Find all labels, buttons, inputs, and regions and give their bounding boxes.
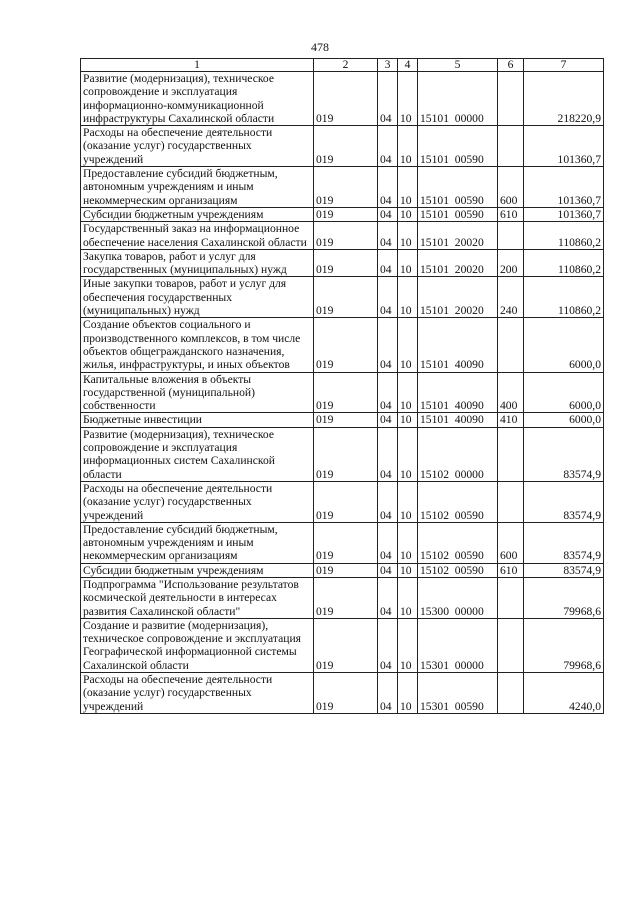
subsection-code-cell: 10 [398, 318, 418, 372]
subsection-code-cell: 10 [398, 481, 418, 522]
section-code-cell: 04 [378, 673, 398, 714]
table-row [81, 277, 604, 318]
column-header-3: 3 [378, 59, 398, 72]
subsection-code-cell: 10 [398, 618, 418, 672]
table-row [81, 577, 604, 618]
ministry-code-cell: 019 [314, 277, 378, 318]
row-name-cell: Расходы на обеспечение деятельности (оказание услуг) государственных учреждений [81, 126, 314, 167]
expense-type-cell [498, 577, 524, 618]
table-row [81, 126, 604, 167]
row-name-cell: Развитие (модернизация), техническое сопровождение и эксплуатация информационно-коммуникационной инфраструктуры Сахалинской области [81, 72, 314, 126]
table-row [81, 372, 604, 413]
target-article-cell: 15301 00590 [418, 673, 498, 714]
subsection-code-cell: 10 [398, 277, 418, 318]
ministry-code-cell: 019 [314, 249, 378, 277]
target-article-cell: 15102 00000 [418, 427, 498, 481]
expense-type-cell [498, 618, 524, 672]
amount-cell: 6000,0 [524, 413, 604, 427]
subsection-code-cell: 10 [398, 167, 418, 208]
ministry-code-cell: 019 [314, 318, 378, 372]
column-header-2: 2 [314, 59, 378, 72]
section-code-cell: 04 [378, 522, 398, 563]
amount-cell: 83574,9 [524, 522, 604, 563]
expense-type-cell: 610 [498, 563, 524, 577]
table-row [81, 563, 604, 577]
expense-type-cell: 610 [498, 207, 524, 221]
target-article-cell: 15102 00590 [418, 563, 498, 577]
row-name-cell: Создание и развитие (модернизация), техническое сопровождение и эксплуатация Географической информационной системы Сахалинской области [81, 618, 314, 672]
column-header-6: 6 [498, 59, 524, 72]
ministry-code-cell: 019 [314, 673, 378, 714]
ministry-code-cell: 019 [314, 522, 378, 563]
section-code-cell: 04 [378, 72, 398, 126]
section-code-cell: 04 [378, 413, 398, 427]
target-article-cell: 15300 00000 [418, 577, 498, 618]
row-name-cell: Субсидии бюджетным учреждениям [81, 207, 314, 221]
subsection-code-cell: 10 [398, 577, 418, 618]
section-code-cell: 04 [378, 207, 398, 221]
subsection-code-cell: 10 [398, 126, 418, 167]
row-name-cell: Расходы на обеспечение деятельности (оказание услуг) государственных учреждений [81, 673, 314, 714]
row-name-cell: Создание объектов социального и производственного комплексов, в том числе объектов общегражданского назначения, жилья, инфраструктуры, и иных объектов [81, 318, 314, 372]
subsection-code-cell: 10 [398, 563, 418, 577]
amount-cell: 6000,0 [524, 372, 604, 413]
row-name-cell: Закупка товаров, работ и услуг для государственных (муниципальных) нужд [81, 249, 314, 277]
section-code-cell: 04 [378, 277, 398, 318]
ministry-code-cell: 019 [314, 372, 378, 413]
table-row [81, 522, 604, 563]
amount-cell: 79968,6 [524, 618, 604, 672]
expense-type-cell [498, 72, 524, 126]
section-code-cell: 04 [378, 618, 398, 672]
target-article-cell: 15101 40090 [418, 372, 498, 413]
row-name-cell: Предоставление субсидий бюджетным, автономным учреждениям и иным некоммерческим организациям [81, 167, 314, 208]
ministry-code-cell: 019 [314, 618, 378, 672]
amount-cell: 110860,2 [524, 222, 604, 250]
subsection-code-cell: 10 [398, 372, 418, 413]
ministry-code-cell: 019 [314, 481, 378, 522]
section-code-cell: 04 [378, 481, 398, 522]
section-code-cell: 04 [378, 372, 398, 413]
subsection-code-cell: 10 [398, 673, 418, 714]
section-code-cell: 04 [378, 249, 398, 277]
ministry-code-cell: 019 [314, 126, 378, 167]
expense-type-cell [498, 673, 524, 714]
subsection-code-cell: 10 [398, 522, 418, 563]
amount-cell: 110860,2 [524, 277, 604, 318]
target-article-cell: 15101 40090 [418, 413, 498, 427]
ministry-code-cell: 019 [314, 72, 378, 126]
ministry-code-cell: 019 [314, 563, 378, 577]
target-article-cell: 15102 00590 [418, 522, 498, 563]
page-number: 478 [311, 40, 329, 54]
column-header-4: 4 [398, 59, 418, 72]
row-name-cell: Государственный заказ на информационное обеспечение населения Сахалинской области [81, 222, 314, 250]
row-name-cell: Подпрограмма "Использование результатов космической деятельности в интересах развития Сахалинской области" [81, 577, 314, 618]
section-code-cell: 04 [378, 167, 398, 208]
target-article-cell: 15301 00000 [418, 618, 498, 672]
amount-cell: 218220,9 [524, 72, 604, 126]
target-article-cell: 15102 00590 [418, 481, 498, 522]
amount-cell: 6000,0 [524, 318, 604, 372]
ministry-code-cell: 019 [314, 577, 378, 618]
target-article-cell: 15101 00590 [418, 126, 498, 167]
row-name-cell: Субсидии бюджетным учреждениям [81, 563, 314, 577]
expense-type-cell [498, 481, 524, 522]
target-article-cell: 15101 00590 [418, 167, 498, 208]
table-row [81, 318, 604, 372]
column-header-5: 5 [418, 59, 498, 72]
amount-cell: 110860,2 [524, 249, 604, 277]
header-row [81, 59, 604, 72]
table-row [81, 167, 604, 208]
table-row [81, 222, 604, 250]
target-article-cell: 15101 40090 [418, 318, 498, 372]
amount-cell: 83574,9 [524, 427, 604, 481]
amount-cell: 83574,9 [524, 481, 604, 522]
row-name-cell: Бюджетные инвестиции [81, 413, 314, 427]
subsection-code-cell: 10 [398, 249, 418, 277]
row-name-cell: Капитальные вложения в объекты государственной (муниципальной) собственности [81, 372, 314, 413]
row-name-cell: Развитие (модернизация), техническое сопровождение и эксплуатация информационных систем Сахалинской области [81, 427, 314, 481]
expense-type-cell: 200 [498, 249, 524, 277]
table-row [81, 207, 604, 221]
table-row [81, 673, 604, 714]
expense-type-cell: 600 [498, 522, 524, 563]
target-article-cell: 15101 00000 [418, 72, 498, 126]
target-article-cell: 15101 20020 [418, 277, 498, 318]
subsection-code-cell: 10 [398, 72, 418, 126]
expense-type-cell: 600 [498, 167, 524, 208]
table-row [81, 249, 604, 277]
amount-cell: 101360,7 [524, 126, 604, 167]
amount-cell: 79968,6 [524, 577, 604, 618]
table-row [81, 618, 604, 672]
target-article-cell: 15101 20020 [418, 222, 498, 250]
row-name-cell: Предоставление субсидий бюджетным, автономным учреждениям и иным некоммерческим организациям [81, 522, 314, 563]
subsection-code-cell: 10 [398, 207, 418, 221]
ministry-code-cell: 019 [314, 222, 378, 250]
expense-type-cell [498, 427, 524, 481]
budget-table [80, 58, 604, 714]
ministry-code-cell: 019 [314, 207, 378, 221]
subsection-code-cell: 10 [398, 427, 418, 481]
amount-cell: 101360,7 [524, 167, 604, 208]
expense-type-cell: 240 [498, 277, 524, 318]
ministry-code-cell: 019 [314, 167, 378, 208]
subsection-code-cell: 10 [398, 222, 418, 250]
column-header-7: 7 [524, 59, 604, 72]
expense-type-cell [498, 318, 524, 372]
expense-type-cell [498, 126, 524, 167]
section-code-cell: 04 [378, 318, 398, 372]
table-row [81, 481, 604, 522]
expense-type-cell: 400 [498, 372, 524, 413]
ministry-code-cell: 019 [314, 413, 378, 427]
ministry-code-cell: 019 [314, 427, 378, 481]
expense-type-cell: 410 [498, 413, 524, 427]
table-row [81, 72, 604, 126]
table-row [81, 427, 604, 481]
target-article-cell: 15101 00590 [418, 207, 498, 221]
row-name-cell: Расходы на обеспечение деятельности (оказание услуг) государственных учреждений [81, 481, 314, 522]
table-row [81, 413, 604, 427]
section-code-cell: 04 [378, 222, 398, 250]
row-name-cell: Иные закупки товаров, работ и услуг для обеспечения государственных (муниципальных) нужд [81, 277, 314, 318]
expense-type-cell [498, 222, 524, 250]
amount-cell: 4240,0 [524, 673, 604, 714]
column-header-1: 1 [81, 59, 314, 72]
amount-cell: 83574,9 [524, 563, 604, 577]
section-code-cell: 04 [378, 563, 398, 577]
target-article-cell: 15101 20020 [418, 249, 498, 277]
section-code-cell: 04 [378, 427, 398, 481]
amount-cell: 101360,7 [524, 207, 604, 221]
section-code-cell: 04 [378, 577, 398, 618]
subsection-code-cell: 10 [398, 413, 418, 427]
section-code-cell: 04 [378, 126, 398, 167]
